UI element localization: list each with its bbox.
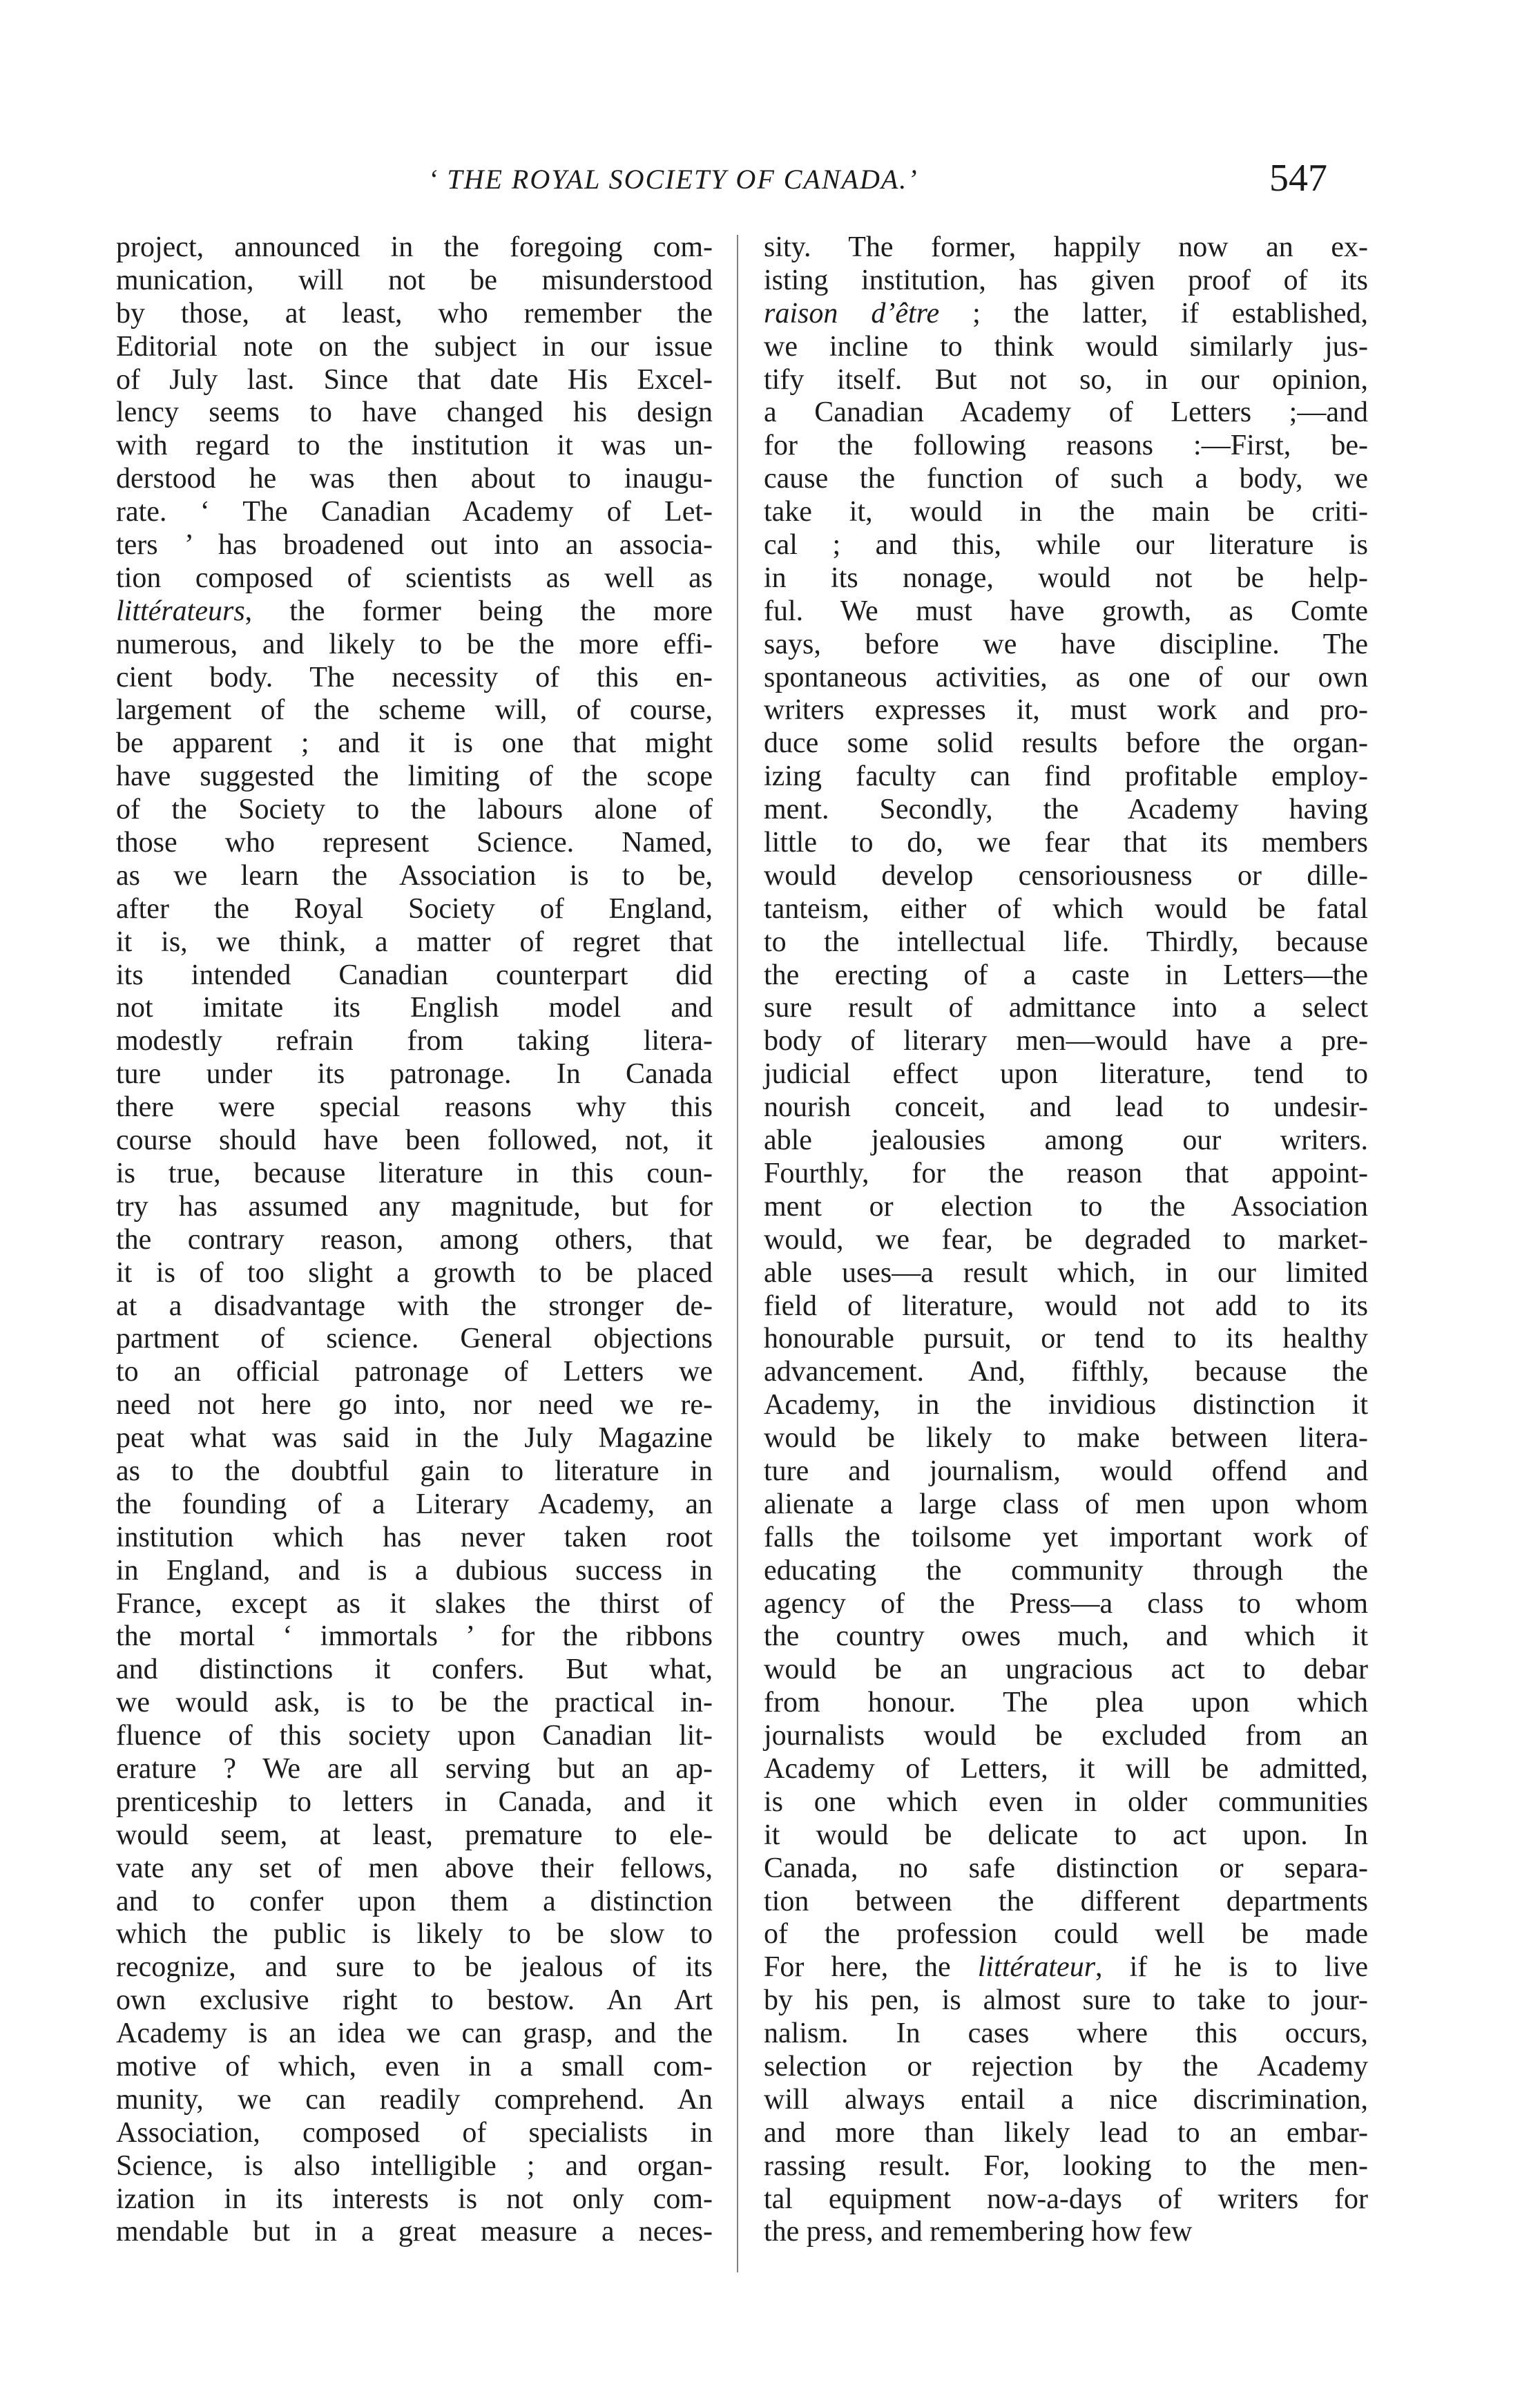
text-line: nourish conceit, and lead to undesir- bbox=[764, 1091, 1368, 1124]
text-line: ment or election to the Association bbox=[764, 1190, 1368, 1223]
text-line: project, announced in the foregoing com- bbox=[116, 231, 713, 263]
text-line: France, except as it slakes the thirst of bbox=[116, 1587, 713, 1620]
text-line: largement of the scheme will, of course, bbox=[116, 694, 713, 727]
text-line: fluence of this society upon Canadian lit- bbox=[116, 1720, 713, 1752]
text-line: not imitate its English model and bbox=[116, 992, 713, 1024]
left-column bbox=[116, 231, 713, 2249]
text-line: nalism. In cases where this occurs, bbox=[764, 2018, 1368, 2050]
text-line: would be an ungracious act to debar bbox=[764, 1654, 1368, 1686]
column-rule bbox=[737, 235, 738, 2272]
text-line: lency seems to have changed his design bbox=[116, 396, 713, 429]
text-line: ment. Secondly, the Academy having bbox=[764, 794, 1368, 826]
text-line: to the intellectual life. Thirdly, because bbox=[764, 926, 1368, 958]
text-line: cal ; and this, while our literature is bbox=[764, 529, 1368, 562]
text-line: institution which has never taken root bbox=[116, 1521, 713, 1553]
text-line: advancement. And, fifthly, because the bbox=[764, 1356, 1368, 1388]
text-line: honourable pursuit, or tend to its healthy bbox=[764, 1323, 1368, 1355]
text-line: Academy, in the invidious distinction it bbox=[764, 1389, 1368, 1421]
text-line: body of literary men—would have a pre- bbox=[764, 1025, 1368, 1057]
text-line: Academy of Letters, it will be admitted, bbox=[764, 1752, 1368, 1785]
text-line: by his pen, is almost sure to take to jour- bbox=[764, 1984, 1368, 2017]
text-line: there were special reasons why this bbox=[116, 1091, 713, 1124]
page-number: 547 bbox=[1269, 157, 1327, 200]
text-line: sure result of admittance into a select bbox=[764, 992, 1368, 1024]
text-line: sity. The former, happily now an ex- bbox=[764, 231, 1368, 263]
text-line: will always entail a nice discrimination, bbox=[764, 2083, 1368, 2116]
right-column bbox=[764, 231, 1368, 2249]
text-line: vate any set of men above their fellows, bbox=[116, 1852, 713, 1884]
text-line: of the Society to the labours alone of bbox=[116, 794, 713, 826]
text-line: says, before we have discipline. The bbox=[764, 628, 1368, 660]
italic-term: littérateur bbox=[977, 1951, 1096, 1984]
text-line: field of literature, would not add to its bbox=[764, 1290, 1368, 1322]
text-line: it is of too slight a growth to be placed bbox=[116, 1256, 713, 1289]
text-line: need not here go into, nor need we re- bbox=[116, 1389, 713, 1421]
text-line: those who represent Science. Named, bbox=[116, 827, 713, 859]
text-line: with regard to the institution it was un- bbox=[116, 430, 713, 462]
text-line: have suggested the limiting of the scope bbox=[116, 760, 713, 793]
text-line: motive of which, even in a small com- bbox=[116, 2050, 713, 2082]
text-line: ization in its interests is not only com- bbox=[116, 2183, 713, 2215]
text-line: take it, would in the main be criti- bbox=[764, 496, 1368, 528]
text-line: selection or rejection by the Academy bbox=[764, 2050, 1368, 2082]
text-line: Fourthly, for the reason that appoint- bbox=[764, 1157, 1368, 1189]
text-line: little to do, we fear that its members bbox=[764, 827, 1368, 859]
text-line: prenticeship to letters in Canada, and it bbox=[116, 1785, 713, 1818]
text-line: ture under its patronage. In Canada bbox=[116, 1058, 713, 1091]
text-line: at a disadvantage with the stronger de- bbox=[116, 1290, 713, 1322]
text-line: ture and journalism, would offend and bbox=[764, 1455, 1368, 1487]
text-line: the country owes much, and which it bbox=[764, 1620, 1368, 1653]
text-line: in England, and is a dubious success in bbox=[116, 1554, 713, 1587]
text-line: able uses—a result which, in our limited bbox=[764, 1256, 1368, 1289]
text-line: of July last. Since that date His Excel- bbox=[116, 363, 713, 396]
text-line: tanteism, either of which would be fatal bbox=[764, 892, 1368, 925]
text-line: For here, the littérateur, if he is to live bbox=[764, 1951, 1368, 1984]
text-line: to an official patronage of Letters we bbox=[116, 1356, 713, 1388]
text-line: course should have been followed, not, it bbox=[116, 1124, 713, 1157]
text-line: the erecting of a caste in Letters—the bbox=[764, 959, 1368, 991]
text-line: it would be delicate to act upon. In bbox=[764, 1819, 1368, 1851]
text-line: tion composed of scientists as well as bbox=[116, 562, 713, 594]
text-line: the founding of a Literary Academy, an bbox=[116, 1488, 713, 1520]
italic-term: raison d’être bbox=[764, 297, 940, 329]
text-line: cause the function of such a body, we bbox=[764, 463, 1368, 495]
text-line: the mortal ‘ immortals ’ for the ribbons bbox=[116, 1620, 713, 1653]
text-line: Canada, no safe distinction or separa- bbox=[764, 1852, 1368, 1884]
text-line: erature ? We are all serving but an ap- bbox=[116, 1752, 713, 1785]
text-line: try has assumed any magnitude, but for bbox=[116, 1190, 713, 1223]
text-line: ters ’ has broadened out into an associa- bbox=[116, 529, 713, 562]
text-line: partment of science. General objections bbox=[116, 1323, 713, 1355]
text-line: is one which even in older communities bbox=[764, 1785, 1368, 1818]
text-line: littérateurs, the former being the more bbox=[116, 595, 713, 627]
text-line: peat what was said in the July Magazine bbox=[116, 1422, 713, 1455]
text-line: rate. ‘ The Canadian Academy of Let- bbox=[116, 496, 713, 528]
text-line: we would ask, is to be the practical in- bbox=[116, 1687, 713, 1719]
text-line: and distinctions it confers. But what, bbox=[116, 1654, 713, 1686]
text-line: is true, because literature in this coun- bbox=[116, 1157, 713, 1189]
running-head: ‘ THE ROYAL SOCIETY OF CANADA.’ bbox=[428, 164, 918, 195]
text-line: agency of the Press—a class to whom bbox=[764, 1587, 1368, 1620]
text-line: we incline to think would similarly jus- bbox=[764, 330, 1368, 363]
text-line: numerous, and likely to be the more effi- bbox=[116, 628, 713, 660]
text-line: falls the toilsome yet important work of bbox=[764, 1521, 1368, 1553]
text-line: and more than likely lead to an embar- bbox=[764, 2116, 1368, 2149]
text-line: from honour. The plea upon which bbox=[764, 1687, 1368, 1719]
text-line: after the Royal Society of England, bbox=[116, 892, 713, 925]
text-line: tal equipment now-a-days of writers for bbox=[764, 2183, 1368, 2215]
text-line: alienate a large class of men upon whom bbox=[764, 1488, 1368, 1520]
text-line: modestly refrain from taking litera- bbox=[116, 1025, 713, 1057]
text-line: in its nonage, would not be help- bbox=[764, 562, 1368, 594]
text-line: spontaneous activities, as one of our own bbox=[764, 661, 1368, 693]
text-line: would, we fear, be degraded to market- bbox=[764, 1223, 1368, 1256]
text-line: rassing result. For, looking to the men- bbox=[764, 2149, 1368, 2182]
text-line: would be likely to make between litera- bbox=[764, 1422, 1368, 1455]
text-line: recognize, and sure to be jealous of its bbox=[116, 1951, 713, 1984]
text-line: ful. We must have growth, as Comte bbox=[764, 595, 1368, 627]
text-line: Academy is an idea we can grasp, and the bbox=[116, 2018, 713, 2050]
text-line: cient body. The necessity of this en- bbox=[116, 661, 713, 693]
text-line: raison d’être ; the latter, if established, bbox=[764, 297, 1368, 329]
text-line: journalists would be excluded from an bbox=[764, 1720, 1368, 1752]
text-line: would develop censoriousness or dille- bbox=[764, 859, 1368, 892]
text-line: Science, is also intelligible ; and organ- bbox=[116, 2149, 713, 2182]
text-line: judicial effect upon literature, tend to bbox=[764, 1058, 1368, 1091]
text-line: for the following reasons :—First, be- bbox=[764, 430, 1368, 462]
text-line: its intended Canadian counterpart did bbox=[116, 959, 713, 991]
text-line: be apparent ; and it is one that might bbox=[116, 727, 713, 760]
text-line: and to confer upon them a distinction bbox=[116, 1885, 713, 1917]
text-line: of the profession could well be made bbox=[764, 1918, 1368, 1951]
text-line: tion between the different departments bbox=[764, 1885, 1368, 1917]
text-line: as to the doubtful gain to literature in bbox=[116, 1455, 713, 1487]
text-line: mendable but in a great measure a neces- bbox=[116, 2216, 713, 2248]
text-line: by those, at least, who remember the bbox=[116, 297, 713, 329]
text-line: Association, composed of specialists in bbox=[116, 2116, 713, 2149]
text-line: the press, and remembering how few bbox=[764, 2216, 1193, 2248]
text-line: it is, we think, a matter of regret that bbox=[116, 926, 713, 958]
text-line: munity, we can readily comprehend. An bbox=[116, 2083, 713, 2116]
text-line: would seem, at least, premature to ele- bbox=[116, 1819, 713, 1851]
text-line: able jealousies among our writers. bbox=[764, 1124, 1368, 1157]
text-line: tify itself. But not so, in our opinion, bbox=[764, 363, 1368, 396]
text-line: izing faculty can find profitable employ- bbox=[764, 760, 1368, 793]
text-line: the contrary reason, among others, that bbox=[116, 1223, 713, 1256]
text-line: own exclusive right to bestow. An Art bbox=[116, 1984, 713, 2017]
text-line: a Canadian Academy of Letters ;—and bbox=[764, 396, 1368, 429]
text-line: educating the community through the bbox=[764, 1554, 1368, 1587]
text-line: which the public is likely to be slow to bbox=[116, 1918, 713, 1951]
text-line: Editorial note on the subject in our issue bbox=[116, 330, 713, 363]
text-line: writers expresses it, must work and pro- bbox=[764, 694, 1368, 727]
text-line: munication, will not be misunderstood bbox=[116, 264, 713, 296]
italic-term: littérateurs bbox=[116, 595, 245, 627]
text-line: duce some solid results before the organ- bbox=[764, 727, 1368, 760]
text-line: isting institution, has given proof of its bbox=[764, 264, 1368, 296]
text-line: as we learn the Association is to be, bbox=[116, 859, 713, 892]
text-line: derstood he was then about to inaugu- bbox=[116, 463, 713, 495]
